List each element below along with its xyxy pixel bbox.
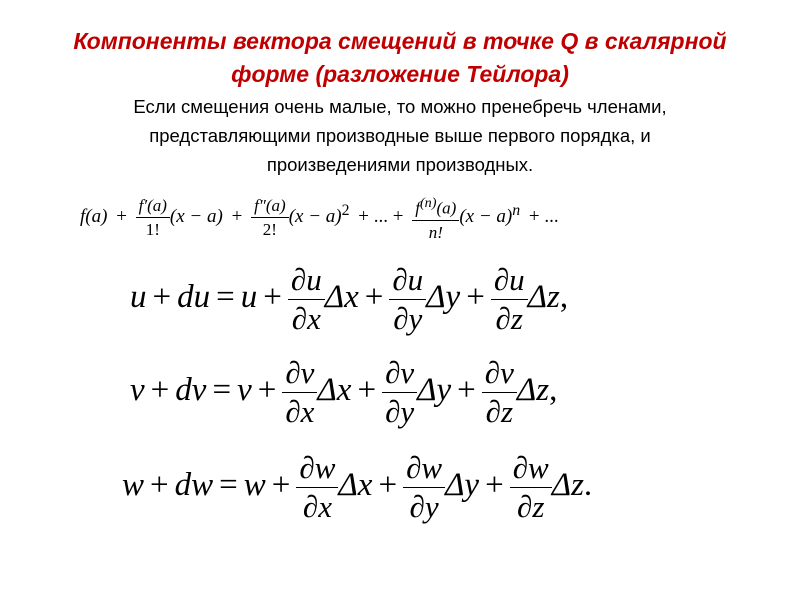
taylor-plus-1: +	[116, 206, 127, 228]
equation-v	[130, 355, 557, 430]
taylor-fraction-2-numerator: f″(a)	[251, 195, 289, 218]
taylor-ellipsis: + ... +	[358, 206, 404, 228]
equation-u-fraction-z-denominator: ∂z	[495, 301, 523, 336]
equation-w-plus-3: +	[485, 467, 504, 504]
equation-w-delta-y: Δy	[445, 467, 480, 504]
equation-u-plus-3: +	[466, 279, 485, 316]
taylor-fraction-1-numerator: f′(a)	[136, 195, 170, 218]
equation-w-fraction-x-denominator: ∂x	[302, 489, 332, 524]
taylor-term-n-exponent: n	[512, 201, 521, 219]
equation-u-fraction-x	[288, 262, 325, 337]
equation-u-delta-y: Δy	[426, 279, 461, 316]
equation-v-fraction-z-denominator: ∂z	[485, 394, 514, 429]
equation-v-lhs-diff: dv	[175, 372, 207, 409]
equation-w-fraction-y	[403, 450, 445, 525]
equation-w-fraction-y-numerator: ∂w	[403, 450, 445, 488]
taylor-fraction-2-denominator: 2!	[262, 220, 277, 240]
taylor-series-formula	[80, 193, 563, 243]
equation-u-fraction-x-numerator: ∂u	[288, 262, 325, 300]
taylor-fraction-n-base: f	[415, 198, 420, 218]
equation-u-plus-1: +	[263, 279, 282, 316]
equation-v-equals: =	[212, 372, 232, 409]
taylor-fraction-1-denominator: 1!	[145, 220, 160, 240]
taylor-fraction-n	[412, 193, 459, 243]
body-text-line-2: представляющими производные выше первого порядка, и	[149, 125, 651, 146]
taylor-fraction-n-order: (n)	[419, 195, 437, 211]
equation-u-plus-2: +	[364, 279, 384, 316]
taylor-term-2-factor: (x − a)	[288, 206, 342, 228]
equation-v-delta-y: Δy	[417, 372, 452, 409]
equation-v-fraction-x-numerator: ∂v	[282, 355, 317, 393]
equation-u-lhs-diff: du	[177, 279, 211, 316]
equation-w-end-punct: .	[583, 467, 593, 504]
equation-v-plus-2: +	[357, 372, 377, 409]
equation-w-plus-2: +	[378, 467, 398, 504]
equation-w-plus-lhs: +	[150, 467, 169, 504]
equation-v-plus-3: +	[457, 372, 476, 409]
taylor-fraction-1	[136, 195, 170, 240]
taylor-fraction-n-arg: (a)	[436, 198, 457, 218]
slide-title-line-2: форме (разложение Тейлора)	[231, 61, 569, 87]
equation-v-fraction-x	[282, 355, 317, 430]
equation-w-fraction-y-denominator: ∂y	[409, 489, 439, 524]
equation-u-fraction-z-numerator: ∂u	[491, 262, 528, 300]
taylor-fraction-n-numerator	[412, 193, 459, 221]
equation-v-lhs-var: v	[130, 372, 145, 409]
taylor-f-a: f(a)	[80, 206, 108, 228]
equation-w-fraction-z	[510, 450, 552, 525]
equation-w-delta-z: Δz	[551, 467, 584, 504]
taylor-term-2-exponent: 2	[341, 201, 350, 219]
equation-u-end-punct: ,	[559, 279, 569, 316]
equation-w-fraction-x	[296, 450, 338, 525]
body-text-line-3: произведениями производных.	[266, 154, 534, 175]
equation-u-rhs-var: u	[240, 279, 258, 316]
equation-w	[122, 450, 592, 525]
equation-u-fraction-y	[389, 262, 426, 337]
body-text-line-1: Если смещения очень малые, то можно пренебречь членами,	[133, 96, 667, 117]
equation-v-delta-z: Δz	[516, 372, 550, 409]
equation-w-rhs-var: w	[243, 467, 266, 504]
taylor-term-n-factor: (x − a)	[459, 206, 513, 228]
equation-u	[130, 262, 568, 337]
equation-v-fraction-y-numerator: ∂v	[382, 355, 417, 393]
equation-u-fraction-y-denominator: ∂y	[393, 301, 423, 336]
equation-v-fraction-z-numerator: ∂v	[482, 355, 517, 393]
equation-v-fraction-x-denominator: ∂x	[285, 394, 315, 429]
taylor-fraction-2	[251, 195, 289, 240]
equation-u-fraction-x-denominator: ∂x	[291, 301, 321, 336]
equation-u-fraction-y-numerator: ∂u	[389, 262, 426, 300]
taylor-plus-2: +	[231, 206, 243, 228]
equation-w-fraction-x-numerator: ∂w	[296, 450, 338, 488]
taylor-tail: + ...	[528, 206, 559, 228]
equation-u-equals: =	[216, 279, 235, 316]
equation-v-plus-lhs: +	[150, 372, 170, 409]
equation-u-lhs-var: u	[130, 279, 147, 316]
equation-w-lhs-var: w	[122, 467, 145, 504]
taylor-fraction-n-denominator: n!	[428, 222, 443, 242]
equation-v-rhs-var: v	[237, 372, 252, 409]
equation-v-plus-1: +	[257, 372, 277, 409]
taylor-term-1-factor: (x − a)	[169, 206, 223, 228]
equation-u-delta-z: Δz	[527, 279, 560, 316]
equation-u-delta-x: Δx	[324, 279, 359, 316]
equation-w-delta-x: Δx	[338, 467, 373, 504]
equation-v-fraction-y-denominator: ∂y	[385, 394, 415, 429]
equation-u-fraction-z	[491, 262, 528, 337]
equation-v-fraction-z	[482, 355, 517, 430]
equation-v-end-punct: ,	[549, 372, 558, 409]
equation-w-equals: =	[219, 467, 238, 504]
equation-u-plus-lhs: +	[152, 279, 172, 316]
equation-v-delta-x: Δx	[317, 372, 352, 409]
slide-title-line-1: Компоненты вектора смещений в точке Q в скалярной	[73, 28, 727, 54]
equation-w-fraction-z-denominator: ∂z	[517, 489, 545, 524]
equation-w-fraction-z-numerator: ∂w	[510, 450, 552, 488]
equation-w-plus-1: +	[271, 467, 291, 504]
equation-v-fraction-y	[382, 355, 417, 430]
equation-w-lhs-diff: dw	[174, 467, 214, 504]
